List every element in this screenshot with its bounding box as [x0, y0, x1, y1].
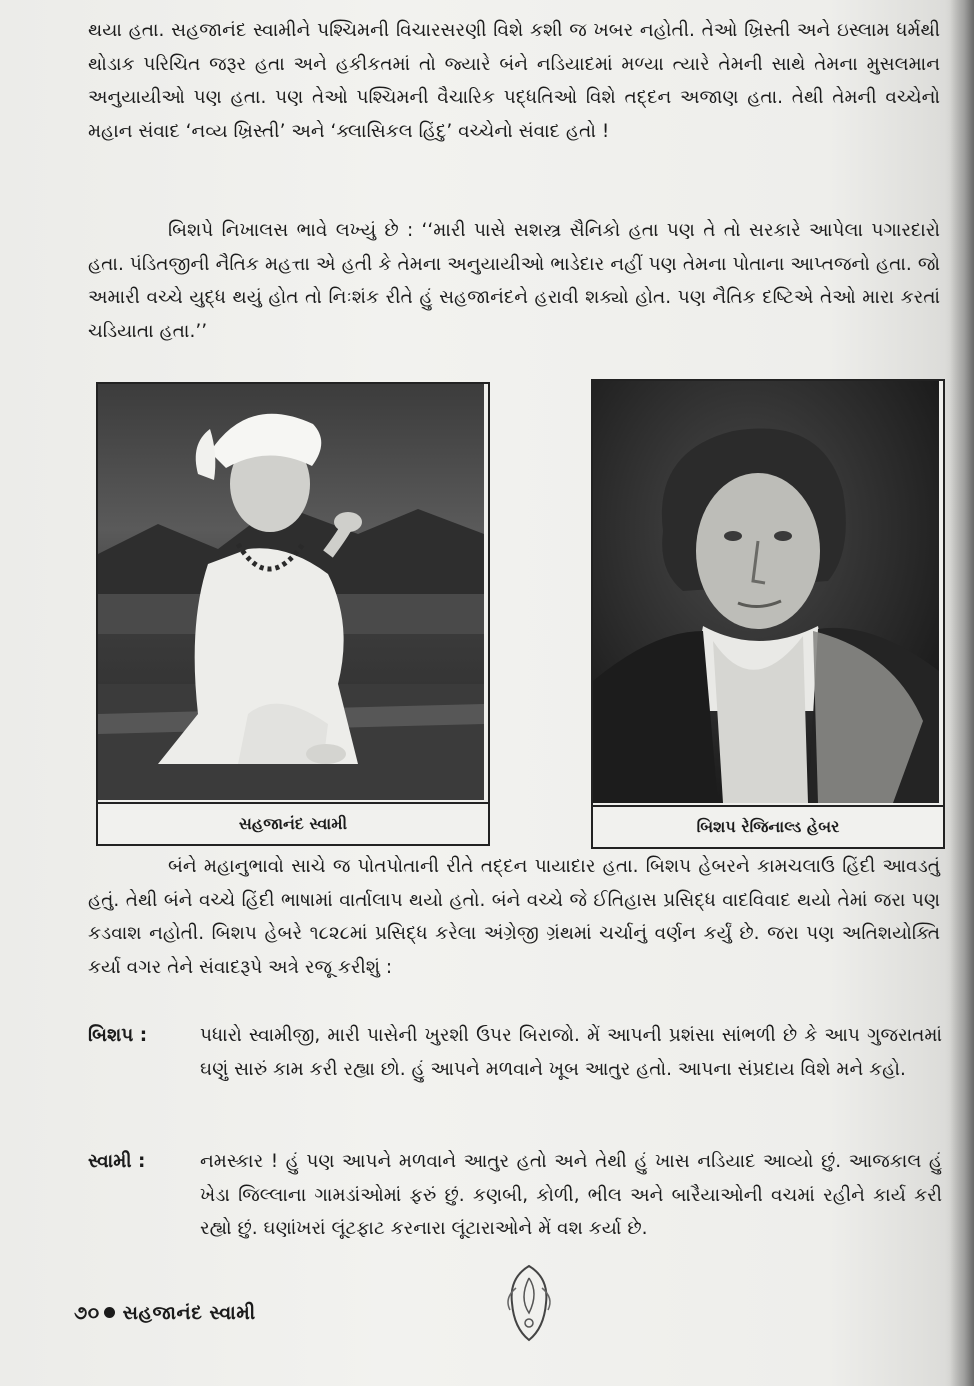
dialog-speaker-bishop: બિશપ : — [88, 1025, 148, 1046]
page-number: ૭૦ — [74, 1302, 100, 1324]
dialog-speaker-swami: સ્વામી : — [88, 1151, 146, 1172]
paragraph-intro-text: થયા હતા. સહજાનંદ સ્વામીને પશ્ચિમની વિચારસરણી વિશે કશી જ ખબર નહોતી. તેઓ ખ્રિસ્તી અને ઇસ્લામ ધર્મથી થોડાક પરિચિત જરૂર હતા અને હકીકતમાં તો જ્યારે બંને નડિયાદમાં મળ્યા ત્યારે તેમની સાથે તેમના મુસલમાન અનુયાયીઓ પણ હતા. પણ તેઓ પશ્ચિમની વૈચારિક પદ્ધતિઓ વિશે તદ્દન અજાણ હતા. તેથી તેમની વચ્ચેનો મહાન સંવાદ ‘નવ્ય ખ્રિસ્તી’ અને ‘ક્લાસિકલ હિંદુ’ વચ્ચેનો સંવાદ હતો ! — [88, 20, 940, 142]
sahajanand-portrait-image — [98, 384, 488, 844]
sahajanand-portrait-illustration — [98, 384, 484, 800]
paragraph-meeting-text: બંને મહાનુભાવો સાચે જ પોતપોતાની રીતે તદ્દન પાયાદાર હતા. બિશપ હેબરને કામચલાઉ હિંદી આવડતું હતું. તેથી બંને વચ્ચે હિંદી ભાષામાં વાર્તાલાપ થયો હતો. બંને વચ્ચે જે ઈતિહાસ પ્રસિદ્ધ વાદવિવાદ થયો તેમાં જરા પણ કડવાશ નહોતી. બિશપ હેબરે ૧૮૨૮માં પ્રસિદ્ધ કરેલા અંગ્રેજી ગ્રંથમાં ચર્ચાનું વર્ણન કર્યું છે. જરા પણ અતિશયોક્તિ કર્યા વગર તેને સંવાદરૂપે અત્રે રજૂ કરીશું : — [88, 856, 940, 978]
page-spine-shadow — [950, 0, 974, 1386]
sahajanand-portrait-frame — [96, 382, 490, 846]
dialog-speech-swami: નમસ્કાર ! હું પણ આપને મળવાને આતુર હતો અને તેથી હું ખાસ નડિયાદ આવ્યો છું. આજકાલ હું ખેડા જિલ્લાના ગામડાંઓમાં ફરું છું. કણબી, કોળી, ભીલ અને બારૈયાઓની વચમાં રહીને કાર્ય કરી રહ્યો છું. ઘણાંખરાં લૂંટફાટ કરનારા લૂંટારાઓને મેં વશ કર્યા છે. — [200, 1151, 942, 1239]
paragraph-bishop-quote — [88, 214, 940, 348]
dialog-swami — [88, 1145, 942, 1255]
paragraph-meeting — [88, 850, 940, 984]
bishop-heber-portrait-image — [593, 381, 943, 847]
sahajanand-portrait-caption: સહજાનંદ સ્વામી — [98, 802, 488, 844]
paragraph-bishop-quote-text: બિશપે નિખાલસ ભાવે લખ્યું છે : ‘‘મારી પાસે સશસ્ત્ર સૈનિકો હતા પણ તે તો સરકારે આપેલા પગારદારો હતા. પંડિતજીની નૈતિક મહત્તા એ હતી કે તેમના અનુયાયીઓ ભાડેદાર નહીં પણ તેમના પોતાના આપ્તજનો હતા. જો અમારી વચ્ચે યુદ્ધ થયું હોત તો નિઃશંક રીતે હું સહજાનંદને હરાવી શક્યો હોત. પણ નૈતિક દષ્ટિએ તેઓ મારા કરતાં ચડિયાતા હતા.’’ — [88, 220, 940, 342]
footer-bullet-icon — [104, 1307, 115, 1318]
paragraph-intro — [88, 14, 940, 148]
dialog-speech-bishop: પધારો સ્વામીજી, મારી પાસેની ખુરશી ઉપર બિરાજો. મેં આપની પ્રશંસા સાંભળી છે કે આપ ગુજરાતમાં ઘણું સારું કામ કરી રહ્યા છો. હું આપને મળવાને ખૂબ આતુર હતો. આપના સંપ્રદાય વિશે મને કહો. — [200, 1025, 942, 1080]
dialog-bishop — [88, 1019, 942, 1129]
running-title: સહજાનંદ સ્વામી — [122, 1302, 256, 1324]
conch-ornament-icon — [494, 1258, 564, 1348]
bishop-heber-portrait-caption: બિશપ રેજિનાલ્ડ હેબર — [593, 805, 943, 847]
bishop-heber-portrait-frame — [591, 379, 945, 849]
bishop-heber-portrait-illustration — [593, 381, 939, 803]
page-footer — [74, 1302, 256, 1324]
